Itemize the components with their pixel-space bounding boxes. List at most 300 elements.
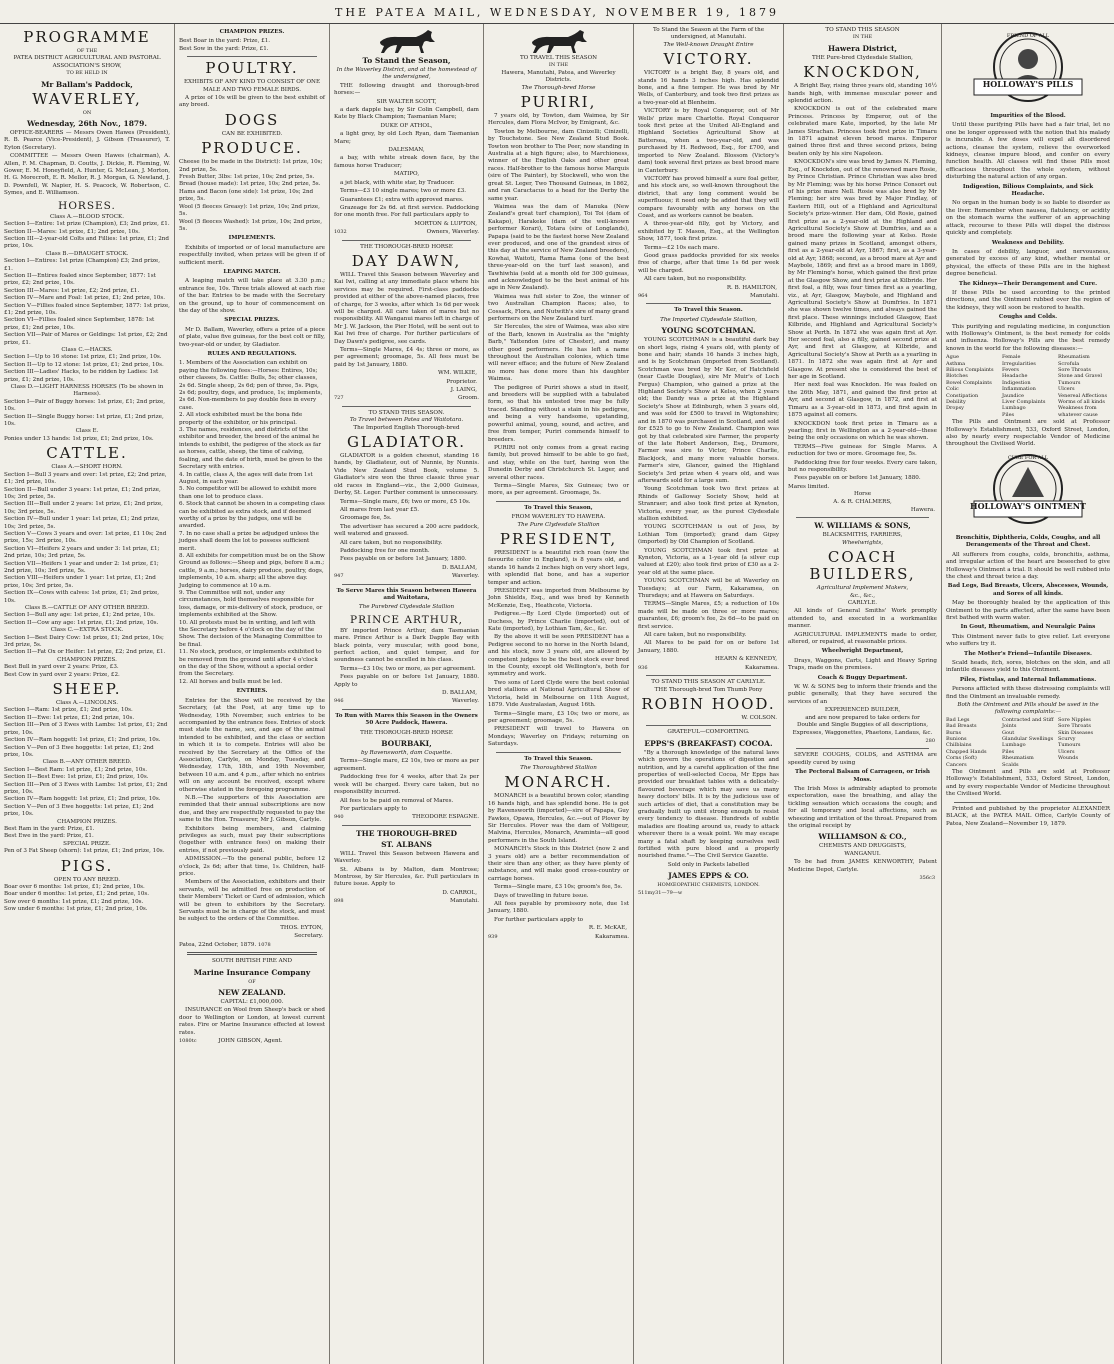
column-holloway: [941, 24, 1114, 1364]
ad-text: VICTORY is by Royal Conqueror, out of Mr Wells' prize mare Charlotte. Royal Conqueror took first prize at the United All-England and Highland Societies Agricultural Show at Battersea, when a two-year-old, and was purchased by H. Redwood, Esq., for £700, and imported to New Zealand. Blossom (Victory's dam) took several first prizes as best brood mare in Canterbury.: [638, 108, 779, 174]
medal-top-text: FRIEND OF ALL: [1006, 33, 1050, 39]
ad-number: 946: [334, 698, 344, 705]
divider: [187, 56, 317, 57]
bronchitis-heading: Bronchitis, Diphtheria, Colds, Coughs, and all Derangements of the Throat and Chest.: [955, 534, 1101, 549]
poultry-heading: POULTRY.: [205, 59, 299, 78]
ad-text: YOUNG SCOTCHMAN is out of Jess, by Lothian Tom (imported); grand dam Gipsy (imported) by Old Champion of Scotland.: [638, 524, 779, 546]
list-item: Tumours: [1058, 742, 1081, 749]
list-item: Best Ewe in the yard: Prize, £1.: [4, 833, 94, 840]
owner-line: [638, 665, 779, 672]
entries-text: Entries for the Show will be received by the Secretary, (at the Post, at any time up to Wednesday, 19th November, such entries to be accompanied by the entrance fees. Entries of stock must state the name, sex, and age of the animal intended to be exhibited, and the class or section in which it is to compete. Entries will also be received by the Secretary at the Office of the Association, Carlyle, on Monday, Tuesday, and Wednesday, 17th, 18th, and 19th November, between 10 a.m. and 4 p.m., after which no entries will on any account be received, except where otherwise stated in the foregoing programme.: [179, 697, 325, 793]
rules-heading: RULES AND REGULATIONS.: [207, 351, 297, 357]
masthead: THE PATEA MAIL, WEDNESDAY, NOVEMBER 19, 1879: [0, 0, 1114, 24]
list-item: Venereal Affections: [1058, 392, 1108, 399]
pills-sold-text: The Pills and Ointment are sold at Professor Holloway's Establishment, 533, Oxford Street, London, also by nearly every respectable Vendor of Medicine throughout the Civilised World.: [946, 419, 1110, 448]
printer-imprint: Printed and published by the proprietor ALEXANDER BLACK, at the PATEA MAIL Office, Carlyle County of Patea, New Zealand—November 19, 1879.: [946, 805, 1110, 827]
list-item: Section II—Bull under 3 years: 1st prize, £1; 2nd prize, 10s; 3rd prize, 5s.: [4, 486, 161, 500]
complaints-list: [946, 717, 1110, 768]
entries-heading: ENTRIES.: [236, 688, 268, 695]
apply-text: For further particulars apply to: [494, 916, 584, 923]
piles-text: Persons afflicted with these distressing complaints will find the Ointment an invaluable remedy.: [946, 686, 1110, 700]
days-text: Days of travelling in future issue.: [494, 892, 589, 899]
horse-type: The Well-known Draught Entire: [663, 41, 754, 48]
list-item: Wool (5 fleeces Greasy): 1st prize, 10s; 2nd prize, 5s.: [179, 203, 320, 218]
ad-number: 1032: [334, 229, 347, 236]
owner-name: A. & R. CHALMERS,: [833, 498, 892, 505]
groomage-text: Groomage fee, 5s.: [340, 515, 392, 522]
owner-line: [334, 229, 479, 236]
list-item: Bilious Complaints: [946, 367, 994, 373]
pigs-subheading: OPEN TO ANY BREED.: [53, 876, 121, 883]
owner-name: W. COLSON.: [741, 714, 777, 721]
medal-overlay: [946, 33, 1110, 111]
horse-pedigree: by Ravensworth, dam Coquette.: [360, 750, 453, 757]
terms-text: TERMS—Single Mares, £5; a reduction of 10s made will be made on three or more mares; guarantee, £6; groom's fee, 2s 6d—to be paid on first service.: [638, 601, 779, 630]
list-item: Section II—Fat Ox or Heifer: 1st prize, £2; 2nd prize, £1.: [4, 649, 166, 656]
ad-text: A Bright Bay, rising three years old, standing 16½ hands high, with immense muscular power and splendid action.: [788, 83, 937, 105]
balsam-firm-town: WANGANUI.: [844, 850, 881, 857]
weakness-heading: Weakness and Debility.: [991, 239, 1065, 246]
owner-line: [334, 573, 479, 580]
horse-pedigree: Waimea was the dam of Manuka (New Zealand's great turf champion), Toi Toi (dam of Kakapo), Harakeke (dam of the well-known performer Korari), Totara (sire of Longlands), Papapa (said to be the fastest horse New Zealand ever produced, and one of the grandest sires of this day at the service of New Zealand breeders), Kowhai, Waitoti, Rama Rama (one of the best three-year-old on the turf last season), and Tawhiwhia (sold at a month old for 300 guineas, and acknowledged to be the best animal of his age in New Zealand).: [488, 203, 629, 292]
holloway-pills-title: HOLLOWAY'S PILLS: [982, 79, 1074, 89]
column-knockdon-williams: [783, 24, 941, 1364]
owner-name: D. BALLAM,: [442, 690, 477, 697]
horse-title-bourbaki: BOURBAKI,: [381, 739, 432, 749]
horse-pedigree: The pedigree of Puriri shows a stud in itself, and breeders will be supplied with a tabulated form, so that his untested tree may be fully traced. Standing without a stain in his pedigree, and being a very handsome, upstanding, powerful animal, young, sound, and active, and free from temper, Puriri commends himself to breeders.: [488, 384, 629, 443]
poultry-text: EXHIBITS OF ANY KIND TO CONSIST OF ONE MALE AND TWO FEMALE BIRDS.: [183, 79, 321, 93]
list-item: Class D.—LIGHT HARNESS HORSES (To be shown in Harness).: [10, 384, 164, 398]
list-item: Class B.—ANY OTHER BREED.: [42, 759, 132, 766]
list-item: Best Bull in yard over 2 years: Prize, £3.: [4, 664, 119, 671]
column-show-prizes: [174, 24, 329, 1364]
ad-text: VICTORY is a bright Bay, 8 years old, and stands 16 hands 3 inches high. Has splendid bone, and a fine temper. He was bred by Mr Wells, of Canterbury, and took two first prizes as a two-year-old at Blenheim.: [638, 70, 779, 106]
ad-number: 727: [334, 395, 344, 402]
terms-text: Terms—Single mare, £3 10s; two or more, as per agreement; groomage, 5s.: [488, 710, 629, 724]
divider: [646, 675, 771, 676]
list-item: Debility: [946, 399, 966, 406]
horse-engraving-icon: [372, 28, 442, 54]
list-item: Inflammation: [1002, 386, 1036, 393]
travel-route: FROM WAVERLEY TO HAWERA.: [511, 514, 606, 521]
list-item: Ague: [946, 354, 959, 361]
dogs-heading: DOGS: [224, 110, 280, 129]
ad-text: Two sons of Lord Clyde were the best colonial bred stallions at National Agricultural Show of Victoria, held in Melbourne on 11th August, 1879. Vide Australasian, August 16th.: [488, 679, 629, 709]
horse-description: a bay, with white streak down face, by the famous horse Traducer;: [334, 155, 479, 169]
list-item: Bad Legs: [946, 716, 970, 723]
cocoa-sold: Sold only in Packets labelled: [667, 861, 750, 868]
divider: [796, 517, 929, 518]
balsam-firm-title: CHEMISTS AND DRUGGISTS,: [818, 843, 907, 850]
insurance-agent: [179, 1038, 325, 1045]
horse-title-prince-arthur: PRINCE ARTHUR,: [350, 613, 463, 626]
groom-title: Groom.: [458, 395, 479, 402]
programme-title: PROGRAMME: [23, 28, 151, 46]
members-text: Members of the Association, exhibitors and their servants, will be admitted free on production of their Members' Ticket or Card of admission, which will be given to exhibitors by the Secretary. Servants must be in charge of the stock, and must be subject to the orders of the Committee.: [179, 879, 325, 923]
divider: [342, 709, 471, 710]
horse-pedigree: Towton by Melbourne, dam Cinizelli; Cinizelli, by Touchstone. See New Zealand Stud Book. Towton won brother to The Peer, now standing in Australia at a high figure; also, to Marchioness, winner of the English Oaks and other great races. Half-brother to the famous horse Marquis (sire of The Painter), by Stockwell, who won the great St. Leger, Two Thousand Guineas, in 1862, and ran Caractacus to a head for the Derby the same year.: [488, 128, 629, 202]
list-item: 1. Members of the Association can exhibit on paying the following fees:—Horses: Entires, 10s; other classes, 5s. Cattle: Bulls, 5s; other classes, 2s 6d. Single sheep, 2s 6d; pen of three, 5s. Pigs, 2s 6d; poultry, dogs, and produce, 1s; implements, 2s 6d. Non-members to pay double fees in every case.: [179, 360, 323, 411]
list-item: Ponies under 13 hands: 1st prize, £1; 2nd prize, 10s.: [4, 435, 154, 442]
divider: [342, 406, 471, 407]
ad-text: WILL Travel this Season between Hawera and Waverley.: [334, 850, 479, 865]
list-item: 5. No competitor will be allowed to exhibit more than one lot to produce class.: [179, 486, 317, 500]
groom-name: J. LAING,: [450, 387, 477, 394]
terms-text: Terms—Single mare, £2 10s, two or more as per agreement.: [334, 758, 479, 772]
care-text: All care taken, but no responsibility.: [340, 539, 443, 546]
mares-text: All mares from last year £5.: [340, 506, 420, 513]
nb-text: N.B.—The supporters of this Association are reminded that their annual subscriptions are now due, and they are respectfully requested to pay the same to the Hon. Treasurer, Mr J. Gibson, Carlyle.: [179, 794, 325, 824]
list-item: Section III—Pen of 3 Ewes with Lambs: 1st prize, £1; 2nd prize, 10s.: [4, 781, 168, 795]
ad-text: By the above it will be seen PRESIDENT has a Pedigree second to no horse in the North Island, and his stock, now 3 years old, are allowed by competent judges to be the best stock ever bred in the County, except old Wellington's, both for symmetry and work.: [488, 634, 629, 678]
horse-type: THE Pure-bred Clydesdale Stallion,: [812, 54, 913, 61]
list-item: SPECIAL PRIZE.: [63, 840, 111, 847]
list-item: Ulcers: [1058, 748, 1075, 755]
column-show-programme: [0, 24, 174, 1364]
paddocking-text: Paddocking free for one month.: [340, 547, 430, 554]
list-item: Section II—Up to 12 stone: 1st prize, £1; 2nd prize, 10s.: [4, 361, 164, 368]
travel-heading: To Travel this Season.: [524, 755, 593, 762]
horse-description: a dark dapple bay, by Sir Colin Campbell, dam Kate by Black Champion; Tasmanian Mare;: [334, 107, 479, 121]
horse-type: The Purebred Clydesdale Stallion: [358, 604, 455, 611]
column-stallions-3: [633, 24, 783, 1364]
list-item: Class A.—LINCOLNS.: [55, 700, 119, 707]
horse-pedigree: PURIRI not only comes from a great racing family, but proved himself to be able to go fast, and stay, while on the turf, having won the Dunedin Derby and Christchurch St. Leger, and several other races.: [488, 444, 629, 481]
list-item: Class E.: [75, 428, 99, 435]
cattle-list: [4, 464, 170, 679]
list-item: 9. The Committee will not, under any circumstances, hold themselves responsible for loss, damage, or mis-delivery of stock, produce, or implements exhibited at the Show.: [179, 590, 323, 619]
sheep-heading: SHEEP.: [52, 680, 122, 699]
fees-text: Fees payable on or before 1st January, 1880.: [340, 556, 467, 563]
list-item: Section V—Pen of 3 Ewe hoggetts: 1st prize, £1; 2nd prize, 10s.: [4, 744, 154, 758]
coughs-text: This purifying and regulating medicine, in conjunction with Holloway's Ointment, is the best remedy for colds and influenza. Holloway's Pills are the best remedy known in the world for the following diseases:—: [946, 323, 1110, 352]
ad-text: PRESIDENT is a beautiful rich roan (now the favourite color in England), is 8 years old, and stands 16 hands 2 inches high on very short legs, with splendid flat bone, and has a superior temper and action.: [488, 549, 629, 586]
horse-pedigree: 7 years old, by Towton, dam Waimea, by Sir Hercules, dam Flora McIvor, by Emigrant, &c.: [488, 113, 629, 127]
owner-name: D. BALLAM,: [442, 564, 477, 571]
list-item: Section II—Entires foaled since September, 1877: 1st prize, £2; 2nd prize, 10s.: [4, 272, 156, 287]
list-item: Section V—Pen of 3 Ewe hoggetts: 1st prize, £1; 2nd prize, 10s.: [4, 803, 154, 818]
balsam-firm: WILLIAMSON & CO.,: [818, 832, 907, 842]
horse-title-monarch: MONARCH.: [504, 773, 613, 792]
experienced-builder: EXPERIENCED BUILDER,: [824, 707, 901, 714]
terms-text: Terms—Single Mares, £4 4s; three or more, as per agreement; groomage, 5s. All fees must be paid by 1st January, 1880.: [334, 347, 479, 368]
list-item: Lumbago: [1002, 742, 1026, 749]
mares-limited: Mares limited.: [788, 483, 830, 490]
ad-text: Her next foal was Knockdon. He was foaled on the 26th May, 1871, and gained the first prize at Ayr, and second at Glasgow, in 1872, and first at Timaru as a 3-year-old in 1873, and first again in 1875 against all comers.: [788, 382, 937, 419]
poultry-prize: A prize of 10s will be given to the best exhibit of any breed.: [179, 95, 325, 109]
implements-heading: IMPLEMENTS.: [228, 235, 276, 242]
bad-legs-text: May be thoroughly healed by the application of this Ointment to the parts affected, after the same have been first bathed with warm water.: [946, 600, 1110, 621]
list-item: Section V—Cows 3 years and over: 1st prize, £1 10s; 2nd prize, 15s; 3rd prize, 10s.: [4, 530, 167, 545]
list-item: Chapped Hands: [946, 748, 987, 755]
ad-number: 939: [488, 933, 498, 940]
list-item: Corns (Soft): [946, 755, 977, 762]
list-item: 4. In cattle, class A, the ages will date from 1st August, in each year.: [179, 471, 313, 485]
wheelwright-text: Drays, Waggons, Carts, Light and Heavy Spring Traps, made on the premises.: [788, 657, 937, 672]
divider: [646, 725, 771, 726]
ad-number: 940: [334, 814, 344, 821]
cocoa-slogan: GRATEFUL—COMFORTING.: [667, 729, 750, 736]
care-text: All care taken, but no responsibility.: [644, 632, 747, 639]
run-mares-heading: To Run with Mares this Season in the Owners 50 Acre Paddock, Hawera.: [335, 712, 478, 727]
stand-season-heading: TO STAND THIS SEASON.: [368, 409, 445, 416]
ad-text: BY imported Prince Arthur, dam Tasmanian mare. Prince Arthur is a Dark Dapple Bay with black points, very muscular, with good bone, perfect action, and quiet temper, and for soundness cannot be excelled in his class.: [334, 627, 479, 664]
express-text: Expresses, Waggonettes, Phaetons, Landaus, &c.: [792, 729, 933, 736]
terms-text: Terms—£2 10s each mare.: [644, 244, 720, 251]
owner-line: [488, 934, 629, 941]
list-item: Piles: [1002, 748, 1015, 755]
owner-line: [334, 814, 479, 821]
horse-type: The Imported English Thorough-bred: [353, 424, 460, 431]
insurance-company-line: SOUTH BRITISH FIRE AND: [211, 958, 293, 965]
list-item: Section I—Ram: 1st prize, £1; 2nd prize, 10s.: [4, 707, 133, 714]
orders-text: and are now prepared to take orders for: [805, 714, 920, 721]
firm-trade: BLACKSMITHS, FARRIERS,: [822, 532, 903, 539]
owner-line: [334, 898, 479, 905]
list-item: Bad Breasts: [946, 723, 977, 730]
list-item: Section IV—Ram hoggett: 1st prize, £1; 2nd prize, 10s.: [4, 796, 161, 803]
terms-text: Terms—Single mare, £6; two or more, £5 10s.: [340, 498, 471, 505]
fees-text: All fees to be paid on removal of Mares.: [340, 797, 454, 804]
list-item: Section I—Entires: 1st prize (Champion) £3; 2nd prize, £1.: [4, 258, 161, 272]
stand-season-heading: TO STAND THIS SEASON: [825, 27, 900, 33]
ad-text: PRESIDENT was imported from Melbourne by John Shields, Esq., and was bred by Kenneth McKenzie, Esq., Heathcote, Victoria.: [488, 588, 629, 609]
in-label: IN THE: [852, 34, 873, 41]
cattle-heading: CATTLE.: [46, 444, 128, 463]
list-item: Section I—Best Dairy Cow: 1st prize, £1; 2nd prize, 10s; 3rd prize, 5s.: [4, 634, 164, 649]
list-item: Section VIII—Heifers under 1 year: 1st prize, £1; 2nd prize, 10s; 3rd prize, 5s.: [4, 575, 156, 589]
agent-name: JOHN GIBSON,: [218, 1037, 263, 1044]
champion-prizes-list: [179, 38, 325, 53]
divider: [342, 584, 471, 585]
firm-name: W. WILLIAMS & SONS,: [814, 521, 911, 531]
list-item: Indigestion: [1002, 379, 1031, 386]
guarantee-text: Guarantees £1; extra with approved mares.: [340, 196, 464, 203]
produce-heading: PRODUCE.: [201, 139, 303, 158]
medal-top-text: CURE FOR ALL: [1007, 454, 1049, 461]
ad-number: 356c3: [919, 875, 935, 881]
list-item: Gout: [1002, 729, 1015, 736]
ad-text: A three-year-old filly, got by Victory, and exhibited by T. Mason, Esq., at the Wellington Show, 1877, took first prize.: [638, 221, 779, 243]
divider: [187, 952, 317, 955]
list-item: Fevers: [1002, 367, 1019, 373]
leaping-heading: LEAPING MATCH.: [223, 268, 281, 275]
list-item: Contracted and Stiff Joints: [1002, 716, 1054, 730]
horse-label: Horse: [853, 491, 872, 498]
on-label: ON: [82, 109, 92, 116]
piles-heading: Piles, Fistulas, and Internal Inflammations.: [959, 676, 1097, 683]
list-item: Headache: [1002, 373, 1028, 380]
travel-heading: TO TRAVEL THIS SEASON: [519, 55, 598, 61]
horse-description: St. Albans is by Malton, dam Montrose; Montrose, by Sir Hercules, &c. Full particulars in future issue. Apply to: [334, 866, 479, 888]
rules-list: [179, 360, 325, 686]
impurities-heading: Impurities of the Blood.: [990, 113, 1066, 119]
list-item: Bowel Complaints: [946, 379, 992, 386]
list-item: Sore Nipples: [1058, 716, 1091, 723]
list-item: Cancers: [946, 761, 967, 768]
ad-number: 898: [334, 898, 344, 905]
weakness-text: In cases of debility, languor, and nervousness, generated by excess of any kind, whether mental or physical, the effects of these Pills are in the highest degree beneficial.: [946, 248, 1110, 278]
diseases-list: [946, 354, 1110, 418]
paddock-text: Paddocking free for four weeks. Every care taken, but no responsibility.: [788, 459, 937, 473]
list-item: Dropsy: [946, 405, 965, 412]
divider: [954, 802, 1102, 803]
ad-text: KNOCKDON is out of the celebrated mare Princess. Princess by Emperor, out of the celebrated mare Kate, imported, by the late Mr James Strachan. Princess took first prize in Timaru in 1871 against eleven brood mares. Emperor gained three first and three second prizes, being beaten only by his sire Napoleon.: [788, 106, 937, 157]
in-label: IN THE: [548, 62, 569, 69]
coach-builders-title: COACH BUILDERS,: [809, 548, 916, 584]
list-item: Sow under 6 months: 1st prize, £1; 2nd prize, 10s.: [4, 906, 148, 913]
owner-name: THEODORE ESPAGNE.: [412, 814, 479, 821]
terms-text: Terms—Single Mares, Six Guineas; two or more, as per agreement. Groomage, 5s.: [488, 482, 629, 497]
list-item: Burns: [946, 729, 962, 736]
ad-text: MONARCH is a beautiful brown color, standing 16 hands high, and has splendid bone. He is got by Ravensworth (imported)—sire of Papapa, Guy Fawkes, Opawa, Hercules, &c.—out of Plover by Sir Hercules. Plover was the dam of Voltigeur, Malvina, Hercules, Monarch, Araminta—all good performers in the South Island.: [488, 793, 629, 844]
list-item: Hams and Bacon (one side): 1st prize, 10s; 2nd prize, 5s.: [179, 188, 314, 203]
list-item: Stone and Gravel: [1058, 373, 1102, 380]
divider: [342, 825, 471, 826]
owner-town: Kakaramea.: [745, 664, 779, 671]
divider: [796, 748, 929, 749]
cocoa-title: EPPS'S (BREAKFAST) COCOA.: [644, 738, 773, 748]
ad-text: YOUNG SCOTCHMAN will be at Waverley on Tuesdays; at our Farm, Kakaramea, on Thursdays; and at Hawera on Saturdays.: [638, 578, 779, 600]
office-bearers: OFFICE-BEARERS — Messrs Owen Hawes (President), R. B. Pearce (Vice-President), J. Gibson (Treasurer), T. Eyton (Secretary).: [4, 130, 170, 151]
insurance-capital: CAPITAL: £1,000,000.: [220, 998, 284, 1005]
column-stallions-2: [483, 24, 633, 1364]
ad-text: WILL Travel this Season between Waverley and Kai Iwi, calling at any immediate place where his services may be required. First-class paddocks provided at either of the above-named places, free of charge, for 3 weeks, after which 1s 6d per week will be charged. All care taken of mares but no responsibility. All Wanganui mares left in charge of Mr J. W. Jackson, the Pier Hotel, will be sent out to Kai Iwi free of charge. For further particulars of Day Dawn's pedigree, see cards.: [334, 271, 480, 345]
owner-town: Waverley.: [451, 573, 479, 580]
horse-pedigree: Sir Hercules, the sire of Waimea, was also sire of the Barb, known in Australia as the "mighty Barb," Yattendon (sire of Chester), and many other good performers. He has left a name throughout the Australian colonies, which time will never efface; and the future of New Zealand no more has done more than his daughter Waimea.: [488, 324, 629, 383]
list-item: 2. All stock exhibited must be the bona fide property of the exhibitor, or his principal.: [179, 412, 303, 426]
owner-town: Manutahi.: [749, 293, 779, 299]
produce-list: [179, 159, 325, 233]
insurance-nz: NEW ZEALAND.: [218, 987, 286, 997]
ad-text: KNOCKDON took first prize in Timaru as a yearling; first in Wellington as a 2-year-old—these being the only occasions on which he was shown.: [788, 420, 937, 442]
list-item: Skin Diseases: [1058, 729, 1094, 736]
horse-description: a light grey, by old Loch Ryan, dam Tasmanian Mare;: [334, 131, 479, 145]
ad-number: 1080tc: [179, 1037, 197, 1044]
list-item: Female Irregularities: [1002, 354, 1036, 367]
society-name: PATEA DISTRICT AGRICULTURAL AND PASTORAL ASSOCIATION'S SHOW,: [13, 55, 161, 69]
list-item: 10. All protests must be in writing, and left with the Secretary before 4 o'clock on the day of the Show. The decision of the Managing Committee to be final.: [179, 619, 323, 648]
list-item: Colic: [946, 386, 959, 393]
horses-list: [4, 214, 170, 444]
horse-title-young-scotchman: YOUNG SCOTCHMAN.: [661, 326, 756, 336]
horse-title-gladiator: GLADIATOR.: [346, 433, 467, 452]
list-item: Section III—2-year-old Colts and Fillies: 1st prize, £1; 2nd prize, 10s.: [4, 235, 169, 250]
list-item: Class C.—EXTRA STOCK.: [50, 627, 124, 634]
list-item: Section II—Mares: 1st prize, £1; 2nd prize, 10s.: [4, 228, 140, 235]
proprietor-name: WM. WILKIE,: [438, 370, 477, 377]
list-item: Fresh Butter, 3lbs: 1st prize, 10s; 2nd prize, 5s.: [179, 174, 315, 181]
show-town: WAVERLEY,: [32, 89, 142, 108]
owner-title: Owners, Waverley.: [426, 229, 479, 236]
travel-route: To Travel between Patea and Waitotara.: [349, 417, 464, 424]
list-item: Section I—Entire: 1st prize (Champion), £3; 2nd prize, £1.: [4, 221, 170, 228]
apply-text: For particulars apply to: [340, 805, 408, 812]
list-item: Section I—Bull any age: 1st prize, £1; 2nd prize, 10s.: [4, 612, 155, 619]
divider: [646, 303, 771, 304]
list-item: Lumbago: [1002, 405, 1026, 412]
list-item: 12. All horses and bulls must be led.: [179, 678, 283, 685]
terms-text: Terms—£3 10s; two or more, as per agreement.: [340, 665, 476, 672]
pigs-heading: PIGS.: [60, 856, 114, 875]
list-item: Section II—Best Ewe: 1st prize, £1; 2nd prize, 10s.: [4, 774, 149, 781]
impurities-text: Until these purifying Pills have had a fair trial, let no one be longer oppressed with the notion that his malady is incurable. A few doses will expel all disordered actions, cleanse the system, relieve the overworked kidneys, cleanse impure blood, and confer on every function health. All classes will find these Pills most efficacious throughout the whole system, without disturbing the natural action of any organ.: [946, 122, 1110, 181]
horse-description: a jet black, with white star, by Traducer.: [340, 179, 455, 186]
show-date: Wednesday, 26th Nov., 1879.: [27, 119, 147, 129]
mothers-friend-heading: The Mother's Friend—Infantile Diseases.: [964, 650, 1092, 657]
horse-engraving-icon: [524, 28, 594, 54]
owner-town: Hawera.: [910, 506, 935, 513]
coach-dept: Coach & Buggy Department.: [817, 674, 908, 681]
horse-name: DUKE OF ATHOL,: [380, 122, 433, 129]
list-item: Section IV—Ram hoggett: 1st prize, £1; 2nd prize, 10s.: [4, 737, 161, 744]
horse-title-robin-hood: ROBIN HOOD.: [641, 694, 776, 713]
list-item: Section III—Ladies' Hacks, to be ridden by Ladies: 1st prize, £1; 2nd prize, 10s.: [4, 369, 159, 383]
secretary-title: Secretary.: [294, 933, 323, 940]
list-item: Class B.—DRAUGHT STOCK.: [45, 250, 129, 257]
wheelwright-dept: Wheelwright Department,: [821, 648, 904, 655]
ad-text: Young Scotchman took two first prizes at Rhinds of Galloway Society Show, held at Stranraer; and also took first prize at Kyneton, Victoria, every year, as the purest Clydesdale stallion exhibited.: [638, 486, 779, 522]
implements-text: Exhibits of imported or of local manufacture are respectfully invited, when prizes will be given if of sufficient merit.: [179, 244, 325, 266]
horse-type: The Thoroughbred Stallion: [520, 764, 597, 771]
paddock-text: Paddocking free for 4 weeks, after that 2s per week will be charged. Every care taken, but no responsibility incurred.: [334, 774, 479, 796]
special-heading: SPECIAL PRIZES.: [224, 317, 280, 324]
list-item: Section VII—Pair of Mares or Geldings: 1st prize, £2; 2nd prize, £1.: [4, 332, 168, 346]
list-item: Weakness from whatever cause: [1058, 405, 1098, 418]
grazing-text: Grazeage for 2s 6d. at first service. Paddocking for one month free. For full particulars apply to: [334, 204, 479, 219]
list-item: Blotches: [946, 373, 968, 380]
ad-text: VICTORY has proved himself a sure foal getter, and his stock are, so well-known throughout the district, that any long comment would be superfluous; it need only be added that they will compare favourably with any horses on the Coast, and as workers cannot be beaten.: [638, 175, 779, 219]
list-item: Section IV—Mare and Foal: 1st prize, £1; 2nd prize, 10s.: [4, 295, 165, 302]
horse-type: THE THOROUGH-BRED: [356, 828, 457, 838]
travel-districts: Hawera, Manutahi, Patea, and Waverley Districts.: [501, 69, 616, 84]
ad-text: YOUNG SCOTCHMAN took first prize at Kyneton, Victoria, as a 1-year old (a silver cup valued at £20); also took first prize of £30 as a 2-year old at the same place.: [638, 547, 779, 576]
list-item: Section II—Ewe: 1st prize, £1; 2nd prize, 10s.: [4, 714, 135, 721]
stand-season-heading: TO STAND THIS SEASON AT CARLYLE.: [651, 679, 766, 686]
list-item: Best Cow in yard over 2 years: Prize, £2.: [4, 671, 120, 678]
list-item: Section VI—Fillies foaled since September, 1878: 1st prize, £1; 2nd prize, 10s.: [4, 317, 155, 331]
ad-number: 511my31—79—w: [638, 889, 683, 896]
list-item: Section I—Bull 3 years and over: 1st prize, £2; 2nd prize, £1; 3rd prize, 10s.: [4, 471, 167, 486]
stand-season-heading: To Stand the Season,: [362, 56, 451, 65]
horse-title-day-dawn: DAY DAWN,: [351, 251, 462, 270]
show-place: Mr Ballam's Paddock,: [41, 79, 133, 89]
list-item: Piles: [1002, 411, 1015, 418]
secretary-name: THOS. EYTON,: [280, 924, 323, 931]
ad-text: GLADIATOR is a golden chesnut, standing 16 hands, by Gladiateur, out of Nunnie, by Nunnis. Vide New Zealand Stud Book, volume 5. Gladiator's sire won the three classic three year old races in England—viz., the 2,000 Guineas, Derby, St. Leger. Further comment is unnecessary.: [334, 453, 479, 497]
fees-text: Fees payable on or before 1st January, 1880.: [794, 475, 921, 482]
divider: [496, 501, 621, 502]
horse-type: The Imported Clydesdale Stallion,: [660, 316, 757, 323]
list-item: 3. The names, residences, and districts of the exhibitor and breeder, the breed of the animal he intends to exhibit, the pedigree of the stock as far as horses, cattle, sheep, the time of calving, foaling, and the date of birth, must be given to the Secretary with entries.: [179, 427, 323, 471]
list-item: Tumours: [1058, 379, 1081, 386]
list-item: Boar under 6 months: 1st prize, £1; 2nd prize, 10s.: [4, 891, 150, 898]
firm-text: All kinds of General Smiths' Work promptly attended to, and executed in a workmanlike manner.: [788, 608, 937, 630]
sheep-list: [4, 700, 170, 856]
horse-title-knockdon: KNOCKDON,: [803, 63, 922, 82]
list-item: Section III—Mares: 1st prize, £2; 2nd prize, £1.: [4, 287, 140, 294]
ad-text: KNOCKDON's sire was bred by James N. Fleming, Esq., of Knockdon, out of the renowned mare Rosie, by Prince Christian. Prince Christian was also bred by Mr Fleming; was by his horse Prince Consort out of his prize mare Nell. Rosie was also bred by Mr Fleming; her sire was bred by Major Findlay, of Eastern Hill, out of a Highland and Agricultural Society's prize-winner. Her dam, Old Rosie, gained first prize as a 2-year-old at the Highland and Agricultural Society's Show at Dumfries, and as a brood mare the following year at Kelso. Rosie gained many prizes in Scotland, amongst others, first as a 2-year-old at Ayr, 1867; first, as a 3-year-old at Ayr, 1868; second, as a brood mare at Ayr and Maybole, 1869; and first as a brood mare in 1869, by Mr Fleming's horse, which gained the first prize at the Glasgow Show, and first prize at Kilbride. Her first foal, a filly, was four times first as a yearling, viz., at Ayr, Glasgow, Maybole, and Highland and Agricultural Society's Show at Dumfries. In 1871 she was shown twelve times, and always gained the first place. These winnings included Glasgow, East Kilbride, and Highland and Agricultural Society's Show at Perth. In 1872 she was again first at Ayr. Her second foal, also a filly, gained second prize at Ayr, and first at Glasgow, at Kilbride, and Agricultural Society's Show at Perth as a yearling in 1871. In 1872 she was again first at Ayr and Glasgow. At present she is considered the best of her age in Scotland.: [788, 159, 937, 381]
owner-town: Waverley.: [451, 698, 479, 705]
cocoa-text: "By a thorough knowledge of the natural laws which govern the operations of digestion and nutrition, and by a careful application of the fine properties of well-selected Cocoa, Mr Epps has provided our breakfast tables with a delicately-flavoured beverage which may save us many heavy doctors' bills. It is by the judicious use of such articles of diet, that a constitution may be gradually built up until strong enough to resist every tendency to disease. Hundreds of subtle maladies are floating around us, ready to attack wherever there is a weak point. We may escape many a fatal shaft by keeping ourselves well fortified with pure blood and a properly nourished frame."—The Civil Service Gazette.: [638, 749, 779, 860]
divider: [342, 240, 471, 241]
list-item: Bread (house made): 1st prize, 10s; 2nd prize, 5s.: [179, 181, 321, 188]
list-item: CHAMPION PRIZES.: [57, 656, 117, 663]
insurance-of: OF: [248, 978, 256, 985]
list-item: Best Boar in the yard: Prize, £1.: [179, 38, 271, 45]
date-text: Patea, 22nd October, 1879.: [179, 941, 257, 948]
divider: [496, 752, 621, 753]
